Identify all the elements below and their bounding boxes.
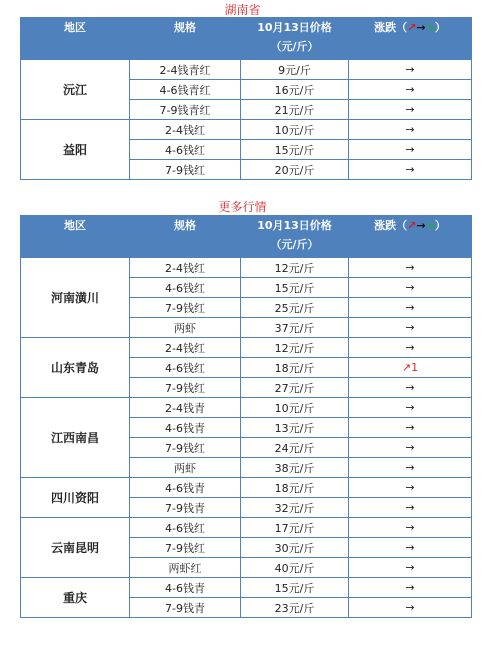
price-cell: 24元/斤 — [241, 438, 349, 458]
price-cell: 27元/斤 — [241, 378, 349, 398]
table-row — [21, 578, 472, 598]
price-cell: 10元/斤 — [241, 398, 349, 418]
spec-cell: 7-9钱红 — [130, 378, 241, 398]
price-cell: 15元/斤 — [241, 278, 349, 298]
header-price-date: 10月13日价格 — [257, 21, 332, 34]
table-header — [21, 216, 472, 258]
table-row — [21, 338, 472, 358]
price-table-more — [20, 215, 472, 618]
trend-cell: → — [349, 438, 472, 458]
price-cell: 32元/斤 — [241, 498, 349, 518]
spec-cell: 两虾红 — [130, 558, 241, 578]
price-cell: 16元/斤 — [241, 80, 349, 100]
trend-up-icon: ↗ — [407, 21, 417, 34]
trend-cell: → — [349, 338, 472, 358]
trend-cell: → — [349, 140, 472, 160]
header-region: 地区 — [21, 216, 130, 258]
header-price — [241, 216, 349, 258]
spec-cell: 2-4钱青 — [130, 398, 241, 418]
trend-cell: → — [349, 518, 472, 538]
trend-cell: → — [349, 538, 472, 558]
spec-cell: 2-4钱红 — [130, 258, 241, 278]
spec-cell: 2-4钱青红 — [130, 60, 241, 80]
price-cell: 13元/斤 — [241, 418, 349, 438]
spec-cell: 4-6钱青红 — [130, 80, 241, 100]
price-cell: 12元/斤 — [241, 338, 349, 358]
header-trend-label: 涨跌（ — [374, 219, 408, 232]
trend-cell: → — [349, 80, 472, 100]
price-cell: 21元/斤 — [241, 100, 349, 120]
spec-cell: 7-9钱青红 — [130, 100, 241, 120]
region-cell: 重庆 — [21, 578, 130, 618]
trend-cell: → — [349, 378, 472, 398]
price-cell: 15元/斤 — [241, 578, 349, 598]
price-cell: 38元/斤 — [241, 458, 349, 478]
price-cell: 17元/斤 — [241, 518, 349, 538]
table-row — [21, 60, 472, 80]
spec-cell: 4-6钱红 — [130, 358, 241, 378]
table-row — [21, 398, 472, 418]
spec-cell: 7-9钱红 — [130, 538, 241, 558]
header-price-date: 10月13日价格 — [257, 219, 332, 232]
trend-up-icon: ↗ — [407, 219, 417, 232]
spec-cell: 4-6钱红 — [130, 518, 241, 538]
trend-cell: → — [349, 578, 472, 598]
trend-cell: → — [349, 318, 472, 338]
price-cell: 20元/斤 — [241, 160, 349, 180]
price-cell: 18元/斤 — [241, 358, 349, 378]
spec-cell: 7-9钱青 — [130, 498, 241, 518]
trend-cell: → — [349, 598, 472, 618]
trend-cell: → — [349, 120, 472, 140]
price-cell: 40元/斤 — [241, 558, 349, 578]
header-price-unit: （元/斤） — [270, 40, 319, 53]
header-trend-close: ） — [434, 219, 446, 232]
region-cell: 河南潢川 — [21, 258, 130, 338]
table-row — [21, 258, 472, 278]
spec-cell: 7-9钱青 — [130, 598, 241, 618]
price-cell: 18元/斤 — [241, 478, 349, 498]
spec-cell: 两虾 — [130, 458, 241, 478]
price-cell: 12元/斤 — [241, 258, 349, 278]
spec-cell: 4-6钱红 — [130, 140, 241, 160]
trend-cell: → — [349, 60, 472, 80]
spec-cell: 4-6钱青 — [130, 478, 241, 498]
trend-flat-icon: → — [416, 219, 426, 232]
spec-cell: 7-9钱红 — [130, 438, 241, 458]
region-cell: 江西南昌 — [21, 398, 130, 478]
price-cell: 9元/斤 — [241, 60, 349, 80]
table-row — [21, 518, 472, 538]
spec-cell: 7-9钱红 — [130, 160, 241, 180]
trend-cell: → — [349, 478, 472, 498]
price-cell: 10元/斤 — [241, 120, 349, 140]
header-price-unit: （元/斤） — [270, 238, 319, 251]
table-row — [21, 478, 472, 498]
region-cell: 沅江 — [21, 60, 130, 120]
table-header — [21, 18, 472, 60]
price-cell: 37元/斤 — [241, 318, 349, 338]
trend-flat-icon: → — [416, 21, 426, 34]
price-cell: 23元/斤 — [241, 598, 349, 618]
region-cell: 益阳 — [21, 120, 130, 180]
price-cell: 25元/斤 — [241, 298, 349, 318]
header-trend-close: ） — [434, 21, 446, 34]
region-cell: 云南昆明 — [21, 518, 130, 578]
trend-cell: → — [349, 398, 472, 418]
trend-cell: → — [349, 258, 472, 278]
price-table-hunan — [20, 17, 472, 180]
trend-cell: → — [349, 458, 472, 478]
header-spec: 规格 — [130, 18, 241, 60]
spec-cell: 4-6钱青 — [130, 418, 241, 438]
trend-cell: → — [349, 278, 472, 298]
header-price — [241, 18, 349, 60]
header-trend — [349, 18, 472, 60]
header-region: 地区 — [21, 18, 130, 60]
trend-cell: → — [349, 498, 472, 518]
section-title-more: 更多行情 — [218, 200, 267, 214]
region-cell: 四川资阳 — [21, 478, 130, 518]
spec-cell: 7-9钱红 — [130, 298, 241, 318]
spec-cell: 2-4钱红 — [130, 338, 241, 358]
trend-down-icon: ↘ — [425, 21, 435, 34]
trend-cell: → — [349, 160, 472, 180]
trend-cell: → — [349, 100, 472, 120]
price-cell: 15元/斤 — [241, 140, 349, 160]
trend-cell: ↗1 — [349, 358, 472, 378]
table-row — [21, 120, 472, 140]
spec-cell: 4-6钱青 — [130, 578, 241, 598]
header-spec: 规格 — [130, 216, 241, 258]
region-cell: 山东青岛 — [21, 338, 130, 398]
trend-cell: → — [349, 418, 472, 438]
section-title-hunan: 湖南省 — [224, 3, 261, 17]
header-trend-label: 涨跌（ — [374, 21, 408, 34]
spec-cell: 两虾 — [130, 318, 241, 338]
price-cell: 30元/斤 — [241, 538, 349, 558]
spec-cell: 2-4钱红 — [130, 120, 241, 140]
trend-cell: → — [349, 298, 472, 318]
trend-cell: → — [349, 558, 472, 578]
spec-cell: 4-6钱红 — [130, 278, 241, 298]
header-trend — [349, 216, 472, 258]
trend-down-icon: ↘ — [425, 219, 435, 232]
